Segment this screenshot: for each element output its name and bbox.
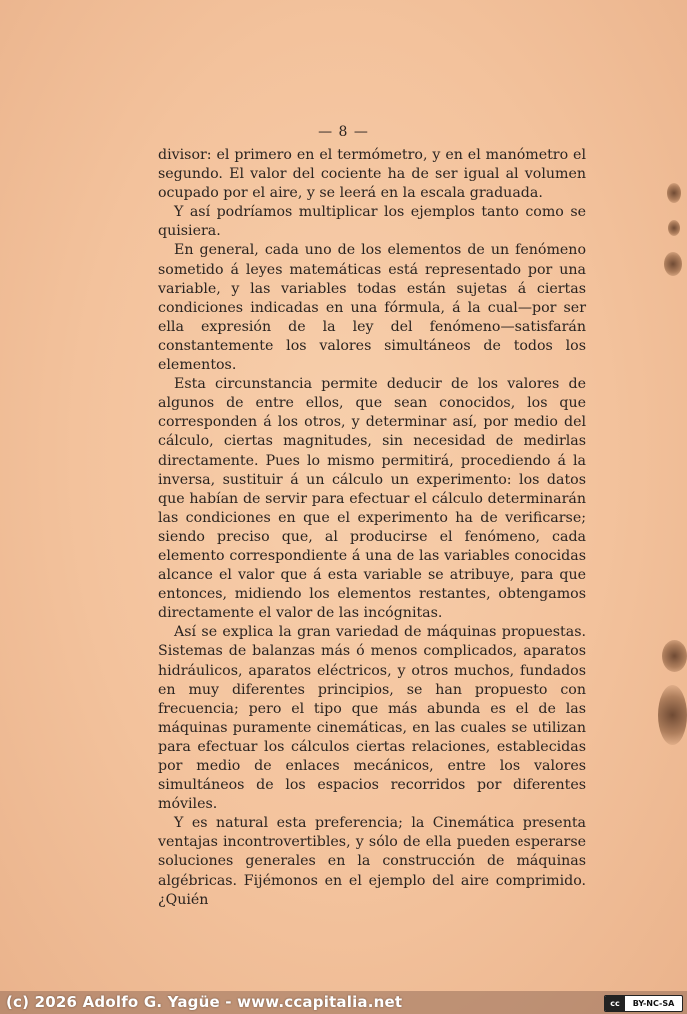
page-number: — 8 — [318, 124, 369, 140]
paragraph-1: divisor: el primero en el termómetro, y en el manómetro el segundo. El valor del cociente ha de ser igual al volumen ocupado por el aire, y se leerá en la escala graduada. [158, 147, 586, 202]
paragraph-6: Y es natural esta preferencia; la Cinemática presenta ventajas incontrovertibles, y sólo de ella pueden esperarse soluciones generales en la construcción de máquinas algébricas. Fijémonos en el ejemplo del aire comprimido. ¿Quién [158, 815, 586, 908]
license-badge[interactable] [604, 995, 683, 1012]
body-text [158, 146, 586, 910]
stain-mark [667, 183, 681, 203]
paragraph-5: Así se explica la gran variedad de máquinas propuestas. Sistemas de balanzas más ó menos complicados, aparatos hidráulicos, aparatos eléctricos, y otros muchos, fundados en muy diferentes principios, se han propuesto con frecuencia; pero el tipo que más abunda es el de las máquinas puramente cinemáticas, en las cuales se utilizan para efectuar los cálculos ciertas relaciones, establecidas por medio de enlaces mecánicos, entre los valores simultáneos de los espacios recorridos por diferentes móviles. [158, 624, 586, 813]
paragraph-3: En general, cada uno de los elementos de un fenómeno sometido á leyes matemáticas está representado por una variable, y las variables todas están sujetas á ciertas condiciones indicadas en una fórmula, á la cual—por ser ella expresión de la ley del fenómeno—satisfarán constantemente los valores simultáneos de todos los elementos. [158, 242, 586, 374]
cc-icon: cc [605, 996, 625, 1011]
copyright-notice: (c) 2026 Adolfo G. Yagüe - www.ccapitalia.net [6, 993, 403, 1011]
paragraph-4: Esta circunstancia permite deducir de los valores de algunos de entre ellos, que sean conocidos, los que corresponden á los otros, y determinar así, por medio del cálculo, ciertas magnitudes, sin necesidad de medirlas directamente. Pues lo mismo permitirá, procediendo á la inversa, sustituir á un cálculo un experimento: los datos que habían de servir para efectuar el cálculo determinarán las condiciones en que el experimento ha de verificarse; siendo preciso que, al producirse el fenómeno, cada elemento correspondiente á una de las variables conocidas alcance el valor que á esta variable se atribuye, para que entonces, midiendo los elementos restantes, obtengamos directamente el valor de las incógnitas. [158, 376, 586, 622]
stain-mark [664, 252, 682, 276]
license-label: BY-NC-SA [632, 999, 675, 1008]
stain-mark [658, 685, 687, 745]
stain-mark [668, 220, 680, 236]
paragraph-2: Y así podríamos multiplicar los ejemplos tanto como se quisiera. [158, 204, 586, 240]
stain-mark [662, 640, 687, 672]
